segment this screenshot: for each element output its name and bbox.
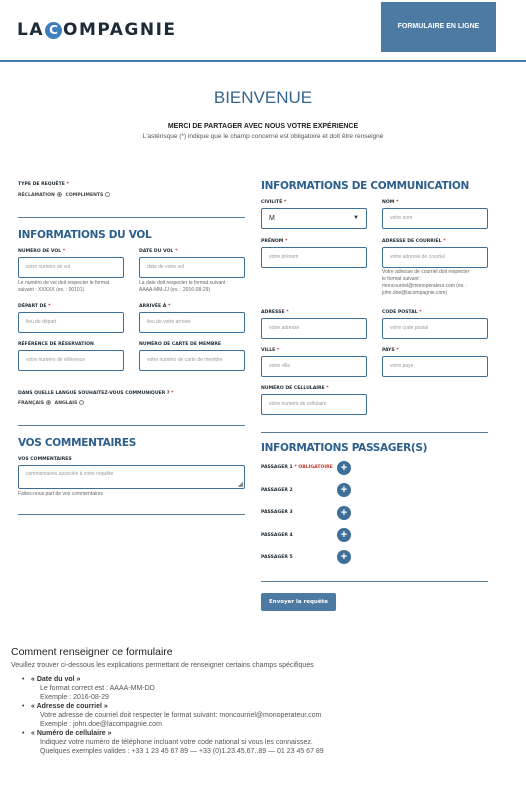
member-card-label: NUMÉRO DE CARTE DE MEMBRE xyxy=(139,342,222,347)
booking-reference-input[interactable]: votre numéro de référence xyxy=(18,350,124,371)
logo-text-right: OMPAGNIE xyxy=(63,20,177,40)
flight-section-title: INFORMATIONS DU VOL xyxy=(18,229,152,241)
help-term: « Date du vol » xyxy=(31,676,81,683)
divider xyxy=(261,581,488,582)
add-passenger-5-button[interactable]: + xyxy=(337,550,351,564)
bullet-icon: • xyxy=(22,676,25,683)
flight-number-label: NUMÉRO DE VOL * xyxy=(18,249,66,254)
address-label: ADRESSE * xyxy=(261,310,289,315)
help-line: Indiquez votre numéro de téléphone incluant votre code national si vous les connaissez. xyxy=(40,739,313,746)
divider xyxy=(261,432,488,433)
help-line: Exemple : 2016-08-29 xyxy=(40,694,109,701)
add-passenger-3-button[interactable]: + xyxy=(337,506,351,520)
online-form-button[interactable]: FORMULAIRE EN LIGNE xyxy=(381,2,496,52)
logo-c-icon: C xyxy=(45,22,62,39)
departure-label: DÉPART DE * xyxy=(18,304,51,309)
last-name-label: NOM * xyxy=(382,200,399,205)
flight-number-hint: Le numéro de vol doit respecter le format suivant : XXXXX (ex. : 00101) xyxy=(18,280,110,293)
email-hint: Votre adresse de courriel doit respecter le format suivant : moncourriel@monoperateur.com (ex. : john.doe@lacompagnie.com) xyxy=(382,269,470,296)
contact-section-title: INFORMATIONS DE COMMUNICATION xyxy=(261,180,470,192)
passenger-3-label: PASSAGER 3 xyxy=(261,510,293,515)
city-label: VILLE * xyxy=(261,348,280,353)
help-line: Votre adresse de courriel doit respecter le format suivant: moncourriel@monoperateur.com xyxy=(40,712,322,719)
radio-label-compliments: COMPLIMENTS xyxy=(65,193,104,198)
passenger-1-label: PASSAGER 1 * OBLIGATOIRE xyxy=(261,465,333,470)
arrival-label: ARRIVÉE À * xyxy=(139,304,171,309)
civility-select[interactable] xyxy=(261,208,367,229)
arrival-input[interactable]: lieu de votre arrivée xyxy=(139,312,245,333)
departure-input[interactable]: lieu de départ xyxy=(18,312,124,333)
resize-grip-icon[interactable]: ◢ xyxy=(237,481,243,488)
divider xyxy=(18,217,245,218)
mobile-label: NUMÉRO DE CELLULAIRE * xyxy=(261,386,329,391)
request-type-label: TYPE DE REQUÊTE * xyxy=(18,182,69,187)
mobile-input[interactable]: votre numéro de cellulaire xyxy=(261,394,367,415)
help-term: « Numéro de cellulaire » xyxy=(31,730,112,737)
comments-textarea[interactable] xyxy=(18,465,245,489)
flight-date-label: DATE DU VOL * xyxy=(139,249,178,254)
first-name-input[interactable]: votre prénom xyxy=(261,247,367,268)
language-options xyxy=(18,400,86,406)
help-term: « Adresse de courriel » xyxy=(31,703,108,710)
flight-number-input[interactable]: votre numéro de vol xyxy=(18,257,124,278)
logo-text-left: LA xyxy=(17,20,44,40)
divider xyxy=(18,425,245,426)
submit-request-button[interactable]: Envoyer la requête xyxy=(261,593,336,611)
help-item-email xyxy=(22,702,324,729)
help-line: Quelques exemples valides : +33 1 23 45 67 89 — +33 (0)1.23.45.67..89 — 01 23 45 67 89 xyxy=(40,748,324,755)
first-name-label: PRÉNOM * xyxy=(261,239,288,244)
company-logo[interactable] xyxy=(17,20,177,40)
city-input[interactable]: votre ville xyxy=(261,356,367,377)
passenger-4-label: PASSAGER 4 xyxy=(261,533,293,538)
email-label: ADRESSE DE COURRIEL * xyxy=(382,239,446,244)
postal-code-label: CODE POSTAL * xyxy=(382,310,422,315)
radio-label-complaint: RÉCLAMATION xyxy=(18,193,55,198)
page-subtitle: MERCI DE PARTAGER AVEC NOUS VOTRE EXPÉRIENCE xyxy=(167,123,359,130)
english-radio[interactable] xyxy=(79,400,84,405)
postal-code-input[interactable]: votre code postal xyxy=(382,318,488,339)
civility-label: CIVILITÉ * xyxy=(261,200,287,205)
bullet-icon: • xyxy=(22,703,25,710)
booking-reference-label: RÉFÉRENCE DE RÉSERVATION xyxy=(18,342,94,347)
radio-label-english: ANGLAIS xyxy=(54,401,78,406)
compliments-radio[interactable] xyxy=(105,192,110,197)
add-passenger-2-button[interactable]: + xyxy=(337,483,351,497)
help-item-flight-date xyxy=(22,675,324,702)
comments-section-title: VOS COMMENTAIRES xyxy=(18,437,136,449)
help-line: Le format correct est : AAAA-MM-DD xyxy=(40,685,155,692)
member-card-input[interactable]: votre numéro de carte de membre xyxy=(139,350,245,371)
country-label: PAYS * xyxy=(382,348,399,353)
language-label: DANS QUELLE LANGUE SOUHAITEZ-VOUS COMMUNIQUER ? * xyxy=(18,391,174,396)
last-name-input[interactable]: votre nom xyxy=(382,208,488,229)
help-intro: Veuillez trouver ci-dessous les explications permettant de renseigner certains champs spécifiques xyxy=(11,662,314,669)
flight-date-input[interactable]: date de votre vol xyxy=(139,257,245,278)
address-input[interactable]: votre adresse xyxy=(261,318,367,339)
civility-value: M xyxy=(269,215,275,222)
page-intro: L'astérisque (*) indique que le champ concerné est obligatoire et doit être renseigné xyxy=(142,133,384,140)
passenger-2-label: PASSAGER 2 xyxy=(261,488,293,493)
flight-date-hint: La date doit respecter le format suivant : AAAA-MM-JJ (ex. : 2016-08-29) xyxy=(139,280,229,293)
divider xyxy=(18,514,245,515)
help-line: Exemple : john.doe@lacompagnie.com xyxy=(40,721,162,728)
complaint-radio[interactable] xyxy=(57,192,62,197)
bullet-icon: • xyxy=(22,730,25,737)
comments-label: VOS COMMENTAIRES xyxy=(18,457,72,462)
country-input[interactable]: votre pays xyxy=(382,356,488,377)
comments-placeholder: commentaires associés à votre requête xyxy=(26,471,114,477)
email-input[interactable]: votre adresse de courriel xyxy=(382,247,488,268)
help-title: Comment renseigner ce formulaire xyxy=(11,646,173,658)
add-passenger-4-button[interactable]: + xyxy=(337,528,351,542)
request-type-options xyxy=(18,192,112,198)
chevron-down-icon: ▼ xyxy=(353,215,359,221)
comments-hint: Faites-nous part de vos commentaires xyxy=(18,491,104,497)
french-radio[interactable] xyxy=(46,400,51,405)
help-item-mobile xyxy=(22,729,324,756)
help-list xyxy=(22,675,324,756)
passengers-section-title: INFORMATIONS PASSAGER(S) xyxy=(261,442,428,454)
mandatory-tag: OBLIGATOIRE xyxy=(298,465,333,470)
radio-label-french: FRANÇAIS xyxy=(18,401,45,406)
page-title: BIENVENUE xyxy=(213,88,313,107)
site-header xyxy=(0,0,526,62)
add-passenger-1-button[interactable]: + xyxy=(337,461,351,475)
passenger-5-label: PASSAGER 5 xyxy=(261,555,293,560)
